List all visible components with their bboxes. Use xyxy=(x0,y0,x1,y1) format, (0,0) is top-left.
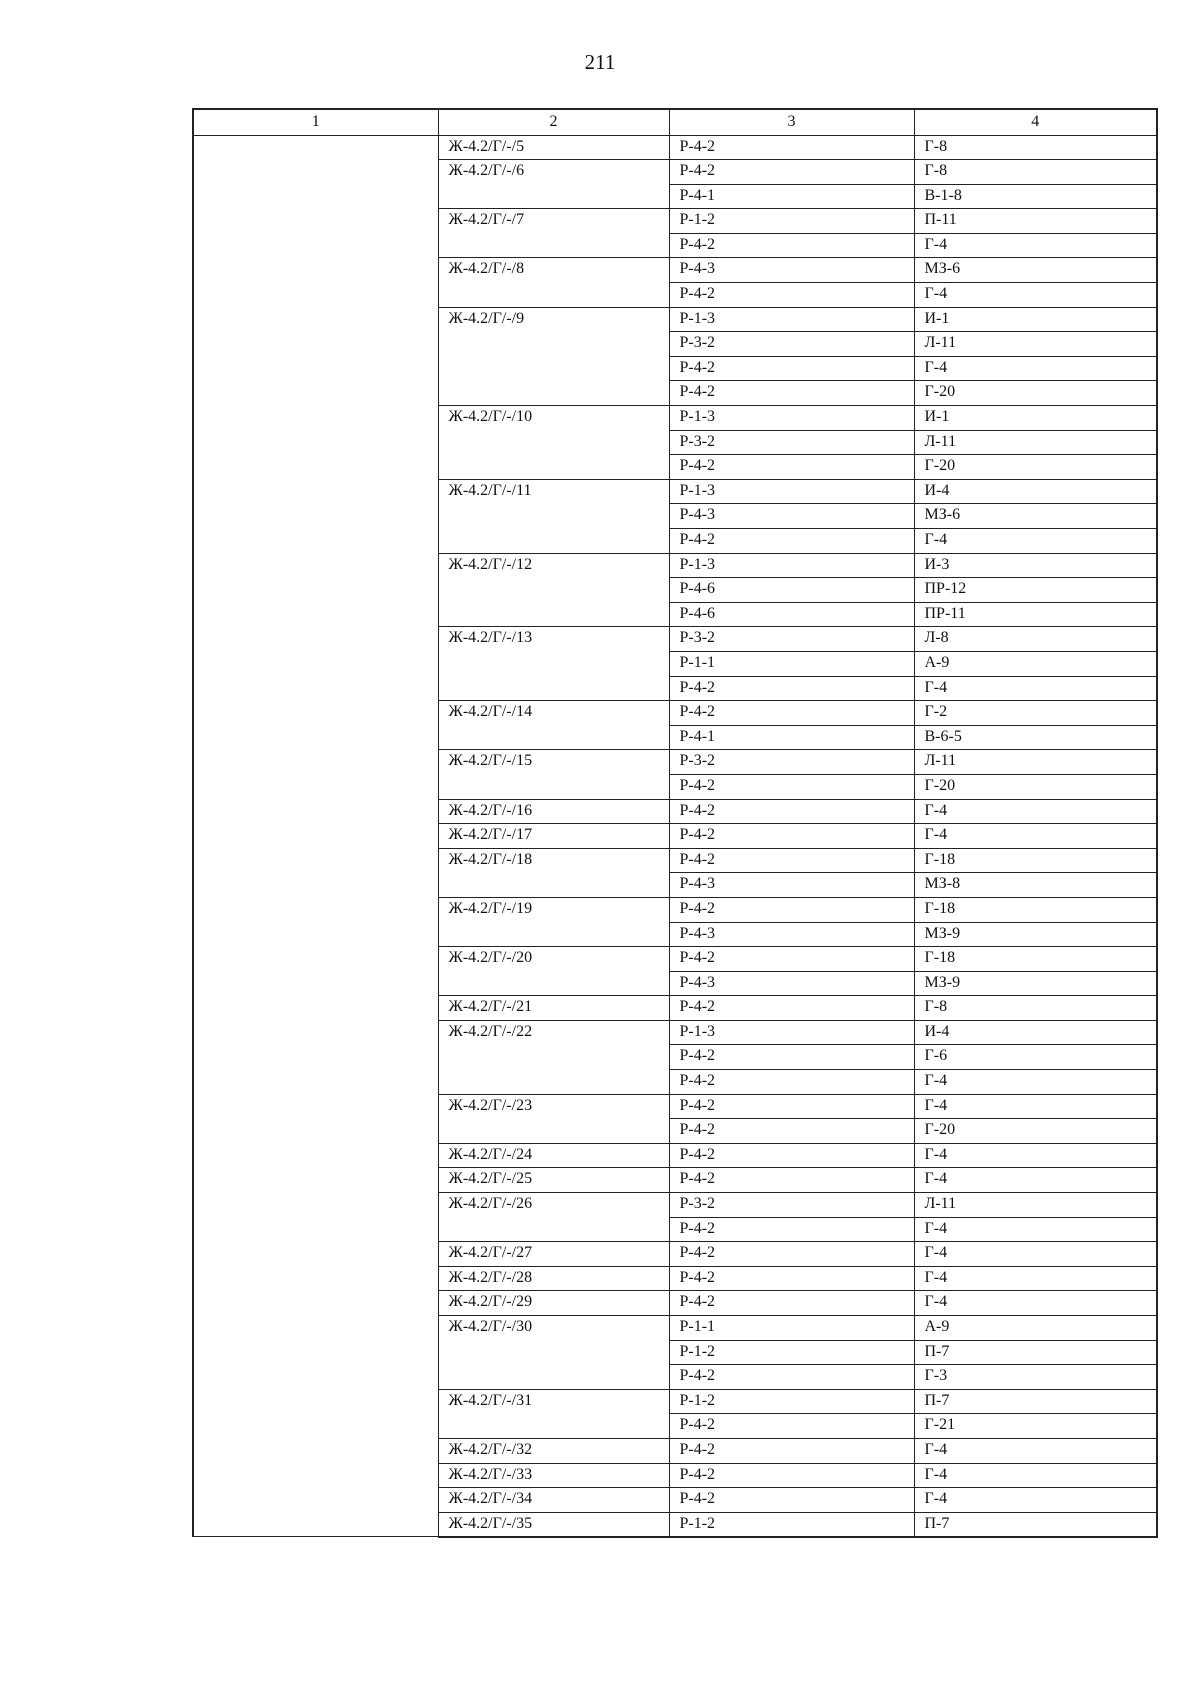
r-code-cell: Р-1-1 xyxy=(669,1316,914,1341)
value-cell: Г-8 xyxy=(914,160,1157,185)
value-cell: В-6-5 xyxy=(914,725,1157,750)
value-cell: Г-4 xyxy=(914,1168,1157,1193)
value-cell: Г-20 xyxy=(914,455,1157,480)
value-cell: Г-4 xyxy=(914,1266,1157,1291)
r-code-cell: Р-1-3 xyxy=(669,479,914,504)
r-code-cell: Р-4-2 xyxy=(669,135,914,160)
r-code-cell: Р-4-2 xyxy=(669,897,914,922)
r-code-cell: Р-4-2 xyxy=(669,381,914,406)
value-cell: Л-11 xyxy=(914,1193,1157,1218)
r-code-cell: Р-4-2 xyxy=(669,1414,914,1439)
r-code-cell: Р-4-2 xyxy=(669,774,914,799)
r-code-cell: Р-4-2 xyxy=(669,1438,914,1463)
code-cell: Ж-4.2/Г/-/10 xyxy=(438,406,669,480)
r-code-cell: Р-4-2 xyxy=(669,1291,914,1316)
column-1-cell xyxy=(193,135,438,1537)
r-code-cell: Р-1-2 xyxy=(669,1512,914,1537)
code-cell: Ж-4.2/Г/-/9 xyxy=(438,307,669,405)
code-cell: Ж-4.2/Г/-/13 xyxy=(438,627,669,701)
r-code-cell: Р-4-2 xyxy=(669,701,914,726)
code-cell: Ж-4.2/Г/-/16 xyxy=(438,799,669,824)
value-cell: Г-4 xyxy=(914,529,1157,554)
value-cell: Л-11 xyxy=(914,750,1157,775)
r-code-cell: Р-4-2 xyxy=(669,947,914,972)
r-code-cell: Р-1-3 xyxy=(669,1020,914,1045)
code-cell: Ж-4.2/Г/-/34 xyxy=(438,1488,669,1513)
page-number: 211 xyxy=(584,50,616,74)
value-cell: И-3 xyxy=(914,553,1157,578)
code-cell: Ж-4.2/Г/-/5 xyxy=(438,135,669,160)
value-cell: Г-18 xyxy=(914,897,1157,922)
value-cell: Г-6 xyxy=(914,1045,1157,1070)
code-cell: Ж-4.2/Г/-/23 xyxy=(438,1094,669,1143)
value-cell: Г-4 xyxy=(914,799,1157,824)
value-cell: И-4 xyxy=(914,1020,1157,1045)
value-cell: МЗ-9 xyxy=(914,971,1157,996)
r-code-cell: Р-4-3 xyxy=(669,873,914,898)
code-cell: Ж-4.2/Г/-/35 xyxy=(438,1512,669,1537)
code-cell: Ж-4.2/Г/-/31 xyxy=(438,1389,669,1438)
table-header xyxy=(193,109,1157,135)
value-cell: П-7 xyxy=(914,1389,1157,1414)
value-cell: П-11 xyxy=(914,209,1157,234)
value-cell: Г-18 xyxy=(914,848,1157,873)
table-body xyxy=(193,135,1157,1537)
table-row xyxy=(193,135,1157,160)
r-code-cell: Р-1-3 xyxy=(669,553,914,578)
value-cell: Л-8 xyxy=(914,627,1157,652)
value-cell: Г-4 xyxy=(914,824,1157,849)
r-code-cell: Р-4-2 xyxy=(669,160,914,185)
value-cell: Г-4 xyxy=(914,1070,1157,1095)
r-code-cell: Р-4-2 xyxy=(669,1119,914,1144)
r-code-cell: Р-4-3 xyxy=(669,258,914,283)
value-cell: А-9 xyxy=(914,1316,1157,1341)
value-cell: Г-4 xyxy=(914,1217,1157,1242)
value-cell: П-7 xyxy=(914,1512,1157,1537)
code-cell: Ж-4.2/Г/-/18 xyxy=(438,848,669,897)
value-cell: Л-11 xyxy=(914,332,1157,357)
r-code-cell: Р-4-2 xyxy=(669,455,914,480)
value-cell: ПР-12 xyxy=(914,578,1157,603)
code-cell: Ж-4.2/Г/-/11 xyxy=(438,479,669,553)
r-code-cell: Р-4-2 xyxy=(669,233,914,258)
value-cell: Г-3 xyxy=(914,1365,1157,1390)
code-cell: Ж-4.2/Г/-/7 xyxy=(438,209,669,258)
header-row xyxy=(193,109,1157,135)
code-cell: Ж-4.2/Г/-/15 xyxy=(438,750,669,799)
code-cell: Ж-4.2/Г/-/32 xyxy=(438,1438,669,1463)
value-cell: Г-4 xyxy=(914,676,1157,701)
value-cell: А-9 xyxy=(914,651,1157,676)
r-code-cell: Р-3-2 xyxy=(669,750,914,775)
value-cell: Г-4 xyxy=(914,1438,1157,1463)
r-code-cell: Р-3-2 xyxy=(669,430,914,455)
value-cell: Г-4 xyxy=(914,1291,1157,1316)
r-code-cell: Р-4-2 xyxy=(669,799,914,824)
value-cell: Г-21 xyxy=(914,1414,1157,1439)
data-table xyxy=(192,108,1158,1538)
r-code-cell: Р-3-2 xyxy=(669,1193,914,1218)
column-header-1: 1 xyxy=(193,109,438,135)
value-cell: Г-20 xyxy=(914,774,1157,799)
r-code-cell: Р-1-3 xyxy=(669,406,914,431)
value-cell: Г-8 xyxy=(914,996,1157,1021)
value-cell: И-4 xyxy=(914,479,1157,504)
value-cell: Г-20 xyxy=(914,381,1157,406)
code-cell: Ж-4.2/Г/-/19 xyxy=(438,897,669,946)
value-cell: МЗ-9 xyxy=(914,922,1157,947)
value-cell: Г-8 xyxy=(914,135,1157,160)
r-code-cell: Р-4-2 xyxy=(669,1365,914,1390)
value-cell: Г-4 xyxy=(914,233,1157,258)
value-cell: И-1 xyxy=(914,307,1157,332)
r-code-cell: Р-4-2 xyxy=(669,824,914,849)
r-code-cell: Р-4-3 xyxy=(669,504,914,529)
code-cell: Ж-4.2/Г/-/20 xyxy=(438,947,669,996)
value-cell: П-7 xyxy=(914,1340,1157,1365)
value-cell: МЗ-6 xyxy=(914,504,1157,529)
value-cell: Г-4 xyxy=(914,283,1157,308)
value-cell: Г-4 xyxy=(914,1094,1157,1119)
column-header-4: 4 xyxy=(914,109,1157,135)
r-code-cell: Р-4-2 xyxy=(669,529,914,554)
r-code-cell: Р-4-2 xyxy=(669,996,914,1021)
code-cell: Ж-4.2/Г/-/33 xyxy=(438,1463,669,1488)
r-code-cell: Р-4-2 xyxy=(669,1242,914,1267)
r-code-cell: Р-4-2 xyxy=(669,1266,914,1291)
code-cell: Ж-4.2/Г/-/8 xyxy=(438,258,669,307)
code-cell: Ж-4.2/Г/-/6 xyxy=(438,160,669,209)
code-cell: Ж-4.2/Г/-/12 xyxy=(438,553,669,627)
value-cell: МЗ-8 xyxy=(914,873,1157,898)
code-cell: Ж-4.2/Г/-/30 xyxy=(438,1316,669,1390)
r-code-cell: Р-1-2 xyxy=(669,1340,914,1365)
r-code-cell: Р-4-1 xyxy=(669,725,914,750)
r-code-cell: Р-4-2 xyxy=(669,1463,914,1488)
r-code-cell: Р-4-3 xyxy=(669,922,914,947)
value-cell: МЗ-6 xyxy=(914,258,1157,283)
code-cell: Ж-4.2/Г/-/24 xyxy=(438,1143,669,1168)
r-code-cell: Р-4-2 xyxy=(669,1045,914,1070)
value-cell: Г-20 xyxy=(914,1119,1157,1144)
code-cell: Ж-4.2/Г/-/14 xyxy=(438,701,669,750)
value-cell: Г-4 xyxy=(914,1242,1157,1267)
r-code-cell: Р-4-2 xyxy=(669,1094,914,1119)
code-cell: Ж-4.2/Г/-/27 xyxy=(438,1242,669,1267)
r-code-cell: Р-4-2 xyxy=(669,1070,914,1095)
r-code-cell: Р-1-1 xyxy=(669,651,914,676)
code-cell: Ж-4.2/Г/-/22 xyxy=(438,1020,669,1094)
r-code-cell: Р-4-6 xyxy=(669,578,914,603)
code-cell: Ж-4.2/Г/-/26 xyxy=(438,1193,669,1242)
value-cell: Г-4 xyxy=(914,1463,1157,1488)
value-cell: Г-2 xyxy=(914,701,1157,726)
value-cell: Г-18 xyxy=(914,947,1157,972)
value-cell: Г-4 xyxy=(914,356,1157,381)
code-cell: Ж-4.2/Г/-/17 xyxy=(438,824,669,849)
column-header-3: 3 xyxy=(669,109,914,135)
code-cell: Ж-4.2/Г/-/28 xyxy=(438,1266,669,1291)
r-code-cell: Р-4-2 xyxy=(669,1168,914,1193)
r-code-cell: Р-1-2 xyxy=(669,1389,914,1414)
r-code-cell: Р-3-2 xyxy=(669,627,914,652)
value-cell: Г-4 xyxy=(914,1143,1157,1168)
code-cell: Ж-4.2/Г/-/29 xyxy=(438,1291,669,1316)
r-code-cell: Р-1-3 xyxy=(669,307,914,332)
value-cell: Л-11 xyxy=(914,430,1157,455)
r-code-cell: Р-4-2 xyxy=(669,1488,914,1513)
r-code-cell: Р-4-2 xyxy=(669,848,914,873)
column-header-2: 2 xyxy=(438,109,669,135)
value-cell: ПР-11 xyxy=(914,602,1157,627)
r-code-cell: Р-4-6 xyxy=(669,602,914,627)
r-code-cell: Р-4-2 xyxy=(669,676,914,701)
code-cell: Ж-4.2/Г/-/21 xyxy=(438,996,669,1021)
value-cell: В-1-8 xyxy=(914,184,1157,209)
r-code-cell: Р-4-2 xyxy=(669,1143,914,1168)
r-code-cell: Р-4-2 xyxy=(669,1217,914,1242)
value-cell: Г-4 xyxy=(914,1488,1157,1513)
code-cell: Ж-4.2/Г/-/25 xyxy=(438,1168,669,1193)
r-code-cell: Р-1-2 xyxy=(669,209,914,234)
value-cell: И-1 xyxy=(914,406,1157,431)
r-code-cell: Р-4-1 xyxy=(669,184,914,209)
r-code-cell: Р-4-2 xyxy=(669,356,914,381)
r-code-cell: Р-4-3 xyxy=(669,971,914,996)
r-code-cell: Р-3-2 xyxy=(669,332,914,357)
r-code-cell: Р-4-2 xyxy=(669,283,914,308)
